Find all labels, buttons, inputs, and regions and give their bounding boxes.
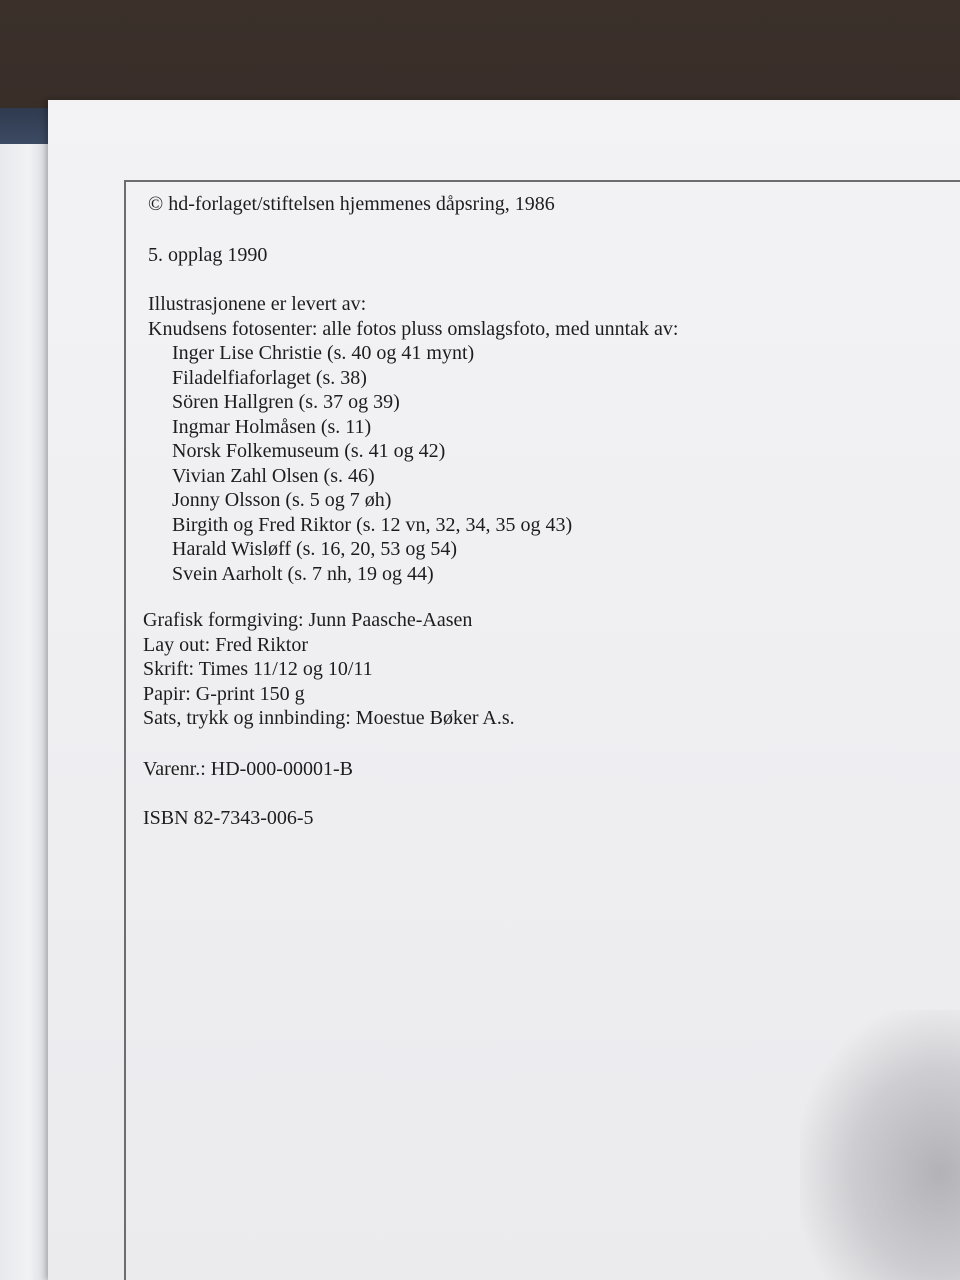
main-photo-credit: Knudsens fotosenter: alle fotos pluss omslagsfoto, med unntak av: — [148, 317, 679, 340]
credit-item: Birgith og Fred Riktor (s. 12 vn, 32, 34, 35 og 43) — [172, 513, 573, 536]
credit-item: Svein Aarholt (s. 7 nh, 19 og 44) — [172, 562, 434, 585]
edition-line: 5. opplag 1990 — [148, 244, 268, 266]
production-credits — [143, 608, 515, 731]
copyright-line: © hd-forlaget/stiftelsen hjemmenes dåpsring, 1986 — [148, 193, 555, 215]
isbn: ISBN 82-7343-006-5 — [143, 807, 314, 829]
credit-item: Harald Wisløff (s. 16, 20, 53 og 54) — [172, 538, 458, 560]
paper-credit: Papir: G-print 150 g — [143, 682, 305, 705]
credit-item: Norsk Folkemuseum (s. 41 og 42) — [172, 440, 446, 462]
illustrations-heading: Illustrasjonene er levert av: — [148, 293, 367, 315]
credit-item: Vivian Zahl Olsen (s. 46) — [172, 464, 375, 487]
credit-item: Ingmar Holmåsen (s. 11) — [172, 415, 372, 438]
font-credit: Skrift: Times 11/12 og 10/11 — [143, 658, 373, 680]
layout-credit: Lay out: Fred Riktor — [143, 633, 308, 656]
credit-item: Inger Lise Christie (s. 40 og 41 mynt) — [172, 342, 475, 364]
design-credit: Grafisk formgiving: Junn Paasche-Aasen — [143, 609, 473, 631]
illustration-credits — [148, 292, 678, 586]
credit-item: Sören Hallgren (s. 37 og 39) — [172, 391, 400, 413]
credit-item: Filadelfiaforlaget (s. 38) — [172, 366, 367, 389]
credit-item: Jonny Olsson (s. 5 og 7 øh) — [172, 489, 392, 511]
book-edge — [0, 112, 48, 1280]
item-number: Varenr.: HD-000-00001-B — [143, 758, 353, 780]
printing-credit: Sats, trykk og innbinding: Moestue Bøker A.s. — [143, 707, 515, 729]
